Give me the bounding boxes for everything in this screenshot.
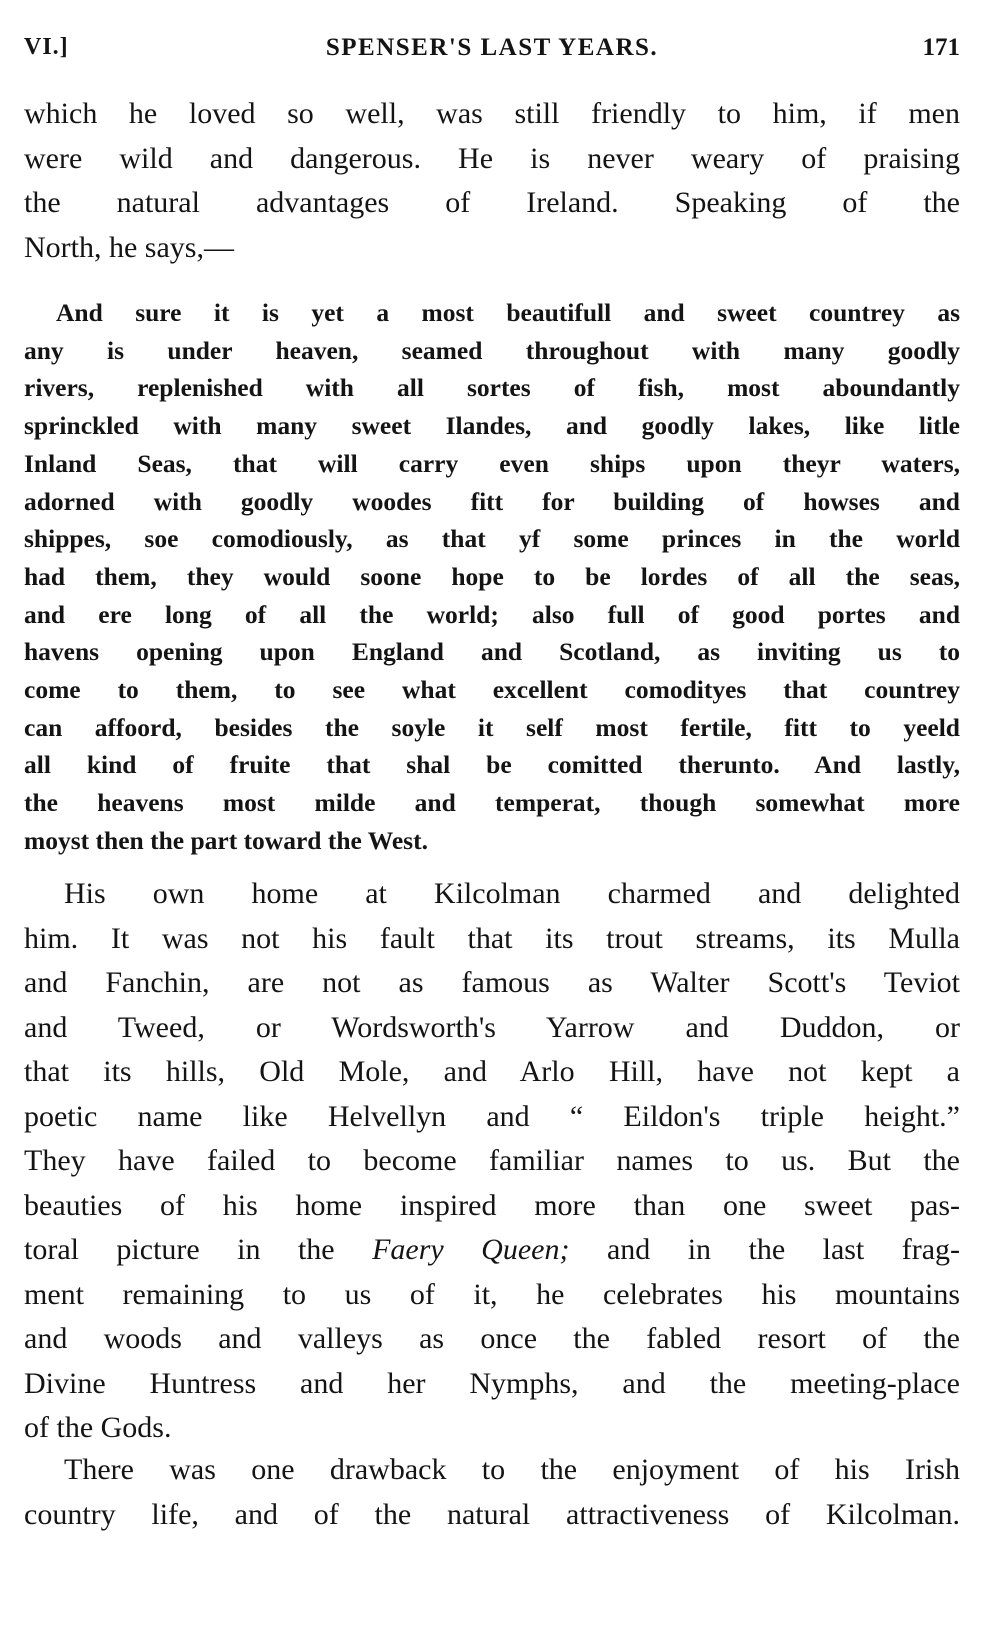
quotation-line: had them, they would soone hope to be lordes of all the seas, <box>24 561 960 591</box>
running-title: SPENSER'S LAST YEARS. <box>325 34 659 61</box>
quotation-line: all kind of fruite that shal be comitted therunto. And lastly, <box>24 750 960 780</box>
quotation-line: moyst then the part toward the West. <box>24 825 428 855</box>
paragraph-line: that its hills, Old Mole, and Arlo Hill, have not kept a <box>24 1055 960 1088</box>
quotation-line: sprinckled with many sweet Ilandes, and goodly lakes, like litle <box>24 411 960 441</box>
quotation-line: Inland Seas, that will carry even ships upon theyr waters, <box>24 448 960 478</box>
paragraph-line: poetic name like Helvellyn and “ Eildon's triple height.” <box>24 1099 960 1133</box>
quotation-line: and ere long of all the world; also full of good portes and <box>24 599 960 629</box>
paragraph-line: and Fanchin, are not as famous as Walter Scott's Teviot <box>24 966 960 999</box>
quotation-line: come to them, to see what excellent comodityes that countrey <box>24 675 960 705</box>
paragraph-line: were wild and dangerous. He is never weary of praising <box>24 141 960 175</box>
paragraph-2 <box>24 872 960 1451</box>
quotation-line: can affoord, besides the soyle it self most fertile, fitt to yeeld <box>24 712 960 742</box>
paragraph-line: the natural advantages of Ireland. Speaking of the <box>24 186 960 219</box>
book-title-italic: Faery Queen; <box>372 1233 570 1266</box>
paragraph-line: beauties of his home inspired more than one sweet pas- <box>24 1188 960 1222</box>
paragraph-line: They have failed to become familiar names to us. But the <box>24 1144 960 1177</box>
quotation-line: the heavens most milde and temperat, though somewhat more <box>24 788 960 818</box>
block-quotation <box>24 294 960 860</box>
paragraph-line: Divine Huntress and her Nymphs, and the meeting-place <box>24 1366 960 1400</box>
chapter-number: VI.] <box>24 34 69 60</box>
quotation-line: havens opening upon England and Scotland, as inviting us to <box>24 637 960 667</box>
running-head <box>24 34 960 74</box>
quotation-line: And sure it is yet a most beautifull and sweet countrey as <box>56 298 960 327</box>
paragraph-line-with-title <box>24 1228 960 1273</box>
paragraph-line: ment remaining to us of it, he celebrates his mountains <box>24 1277 960 1311</box>
paragraph-line: and Tweed, or Wordsworth's Yarrow and Duddon, or <box>24 1010 960 1044</box>
page-number: 171 <box>922 34 960 61</box>
paragraph-line: him. It was not his fault that its trout streams, its Mulla <box>24 921 960 955</box>
paragraph-line: country life, and of the natural attractiveness of Kilcolman. <box>24 1497 960 1531</box>
paragraph-line: which he loved so well, was still friendly to him, if men <box>24 97 960 130</box>
paragraph-line: There was one drawback to the enjoyment of his Irish <box>64 1453 960 1486</box>
paragraph-line: His own home at Kilcolman charmed and delighted <box>64 877 960 910</box>
paragraph-1 <box>24 92 960 270</box>
paragraph-line: North, he says,— <box>24 230 234 264</box>
quotation-line: rivers, replenished with all sortes of fish, most aboundantly <box>24 373 960 403</box>
line-text: and in the last frag- <box>606 1233 961 1266</box>
paragraph-3 <box>24 1448 960 1537</box>
quotation-line: any is under heaven, seamed throughout with many goodly <box>24 335 960 365</box>
line-text: toral picture in the <box>24 1233 335 1266</box>
quotation-line: shippes, soe comodiously, as that yf some princes in the world <box>24 524 960 554</box>
quotation-line: adorned with goodly woodes fitt for building of howses and <box>24 486 960 516</box>
paragraph-line: of the Gods. <box>24 1411 172 1444</box>
paragraph-line: and woods and valleys as once the fabled resort of the <box>24 1322 960 1355</box>
